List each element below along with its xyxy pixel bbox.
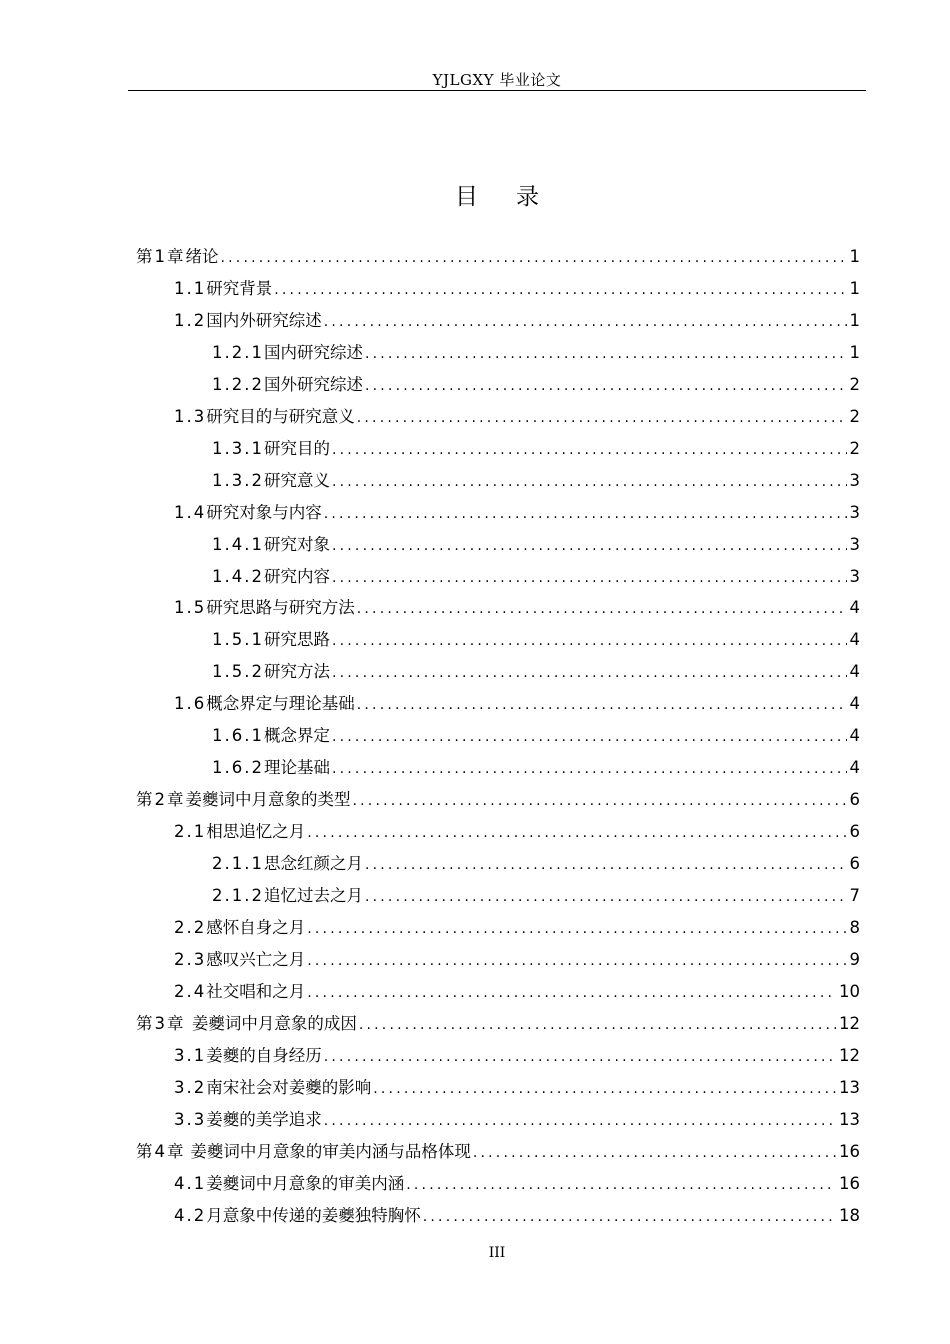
toc-entry-page: 18 [839,1206,860,1225]
dot-leader [324,1043,836,1071]
toc-entry-title: 研究内容 [263,567,330,586]
toc-chapter-entry[interactable] [136,1138,860,1166]
page-number-footer: III [488,1245,506,1261]
toc-section-entry[interactable] [174,1106,860,1134]
toc-section-entry[interactable] [174,403,860,431]
toc-entry-number: 3.2 [174,1078,207,1097]
toc-entry-title: 感叹兴亡之月 [206,950,306,969]
toc-entry-title: 月意象中传递的姜夔独特胸怀 [206,1206,421,1225]
toc-entry-page: 3 [849,503,860,522]
toc-entry-title: 姜夔的自身经历 [206,1046,322,1065]
toc-entry-title: 姜夔词中月意象的类型 [185,790,351,809]
toc-entry-title: 研究目的与研究意义 [206,407,355,426]
toc-entry-page: 9 [849,950,860,969]
toc-entry-page: 4 [849,726,860,745]
toc-entry-page: 6 [849,790,860,809]
toc-section-entry[interactable] [212,722,860,750]
toc-entry-page: 4 [849,694,860,713]
toc-entry-number: 2.2 [174,918,207,937]
dot-leader [357,595,847,623]
toc-entry-page: 2 [849,407,860,426]
toc-entry-page: 3 [849,567,860,586]
toc-entry-number: 2.1.1 [212,854,264,873]
dot-leader [221,244,847,272]
toc-entry-number: 1.4 [174,503,207,522]
toc-entry-page: 4 [849,630,860,649]
header-divider [128,90,866,91]
toc-section-entry[interactable] [174,1170,860,1198]
toc-entry-number: 1.6.1 [212,726,264,745]
dot-leader [332,468,847,496]
toc-entry-page: 4 [849,598,860,617]
toc-section-entry[interactable] [174,818,860,846]
toc-entry-page: 10 [839,982,860,1001]
toc-entry-page: 2 [849,375,860,394]
toc-entry-page: 8 [849,918,860,937]
toc-entry-page: 2 [849,439,860,458]
toc-entry-title: 研究思路与研究方法 [206,598,355,617]
toc-entry-number: 1.3 [174,407,207,426]
toc-entry-number: 1.2.2 [212,375,264,394]
toc-section-entry[interactable] [174,690,860,718]
toc-section-entry[interactable] [212,531,860,559]
toc-entry-title: 研究目的 [263,439,330,458]
toc-entry-page: 13 [839,1078,860,1097]
dot-leader [332,723,847,751]
toc-entry-number: 3.1 [174,1046,207,1065]
toc-entry-number: 1.3.1 [212,439,264,458]
dot-leader [307,915,846,943]
toc-entry-title: 研究对象 [263,535,330,554]
toc-entry-number: 1.6.2 [212,758,264,777]
toc-entry-title: 姜夔的美学追求 [206,1110,322,1129]
toc-entry-number: 4.1 [174,1174,207,1193]
dot-leader [332,436,847,464]
toc-entry-number: 1.5.2 [212,662,264,681]
toc-entry-page: 1 [849,311,860,330]
toc-entry-number: 1.3.2 [212,471,264,490]
dot-leader [332,532,847,560]
toc-entry-title: 研究意义 [263,471,330,490]
running-header: YJLGXY 毕业论文 [432,71,562,89]
toc-section-entry[interactable] [174,275,860,303]
dot-leader [357,691,847,719]
toc-entry-number: 第3章 [136,1014,186,1033]
dot-leader [332,564,847,592]
toc-entry-title: 国外研究综述 [263,375,363,394]
toc-entry-page: 4 [849,758,860,777]
dot-leader [324,500,847,528]
toc-entry-number: 2.1.2 [212,886,264,905]
dot-leader [365,372,847,400]
toc-entry-number: 2.1 [174,822,207,841]
toc-entry-number: 4.2 [174,1206,207,1225]
toc-entry-title: 概念界定与理论基础 [206,694,355,713]
toc-entry-page: 16 [839,1174,860,1193]
toc-entry-title: 理论基础 [263,758,330,777]
toc-entry-page: 12 [839,1046,860,1065]
toc-section-entry[interactable] [212,850,860,878]
toc-entry-number: 第4章 [136,1142,186,1161]
toc-entry-title: 思念红颜之月 [263,854,363,873]
toc-entry-title: 研究对象与内容 [206,503,322,522]
toc-section-entry[interactable] [174,307,860,335]
toc-entry-number: 第2章 [136,790,186,809]
toc-entry-number: 1.5 [174,598,207,617]
toc-entry-page: 6 [849,854,860,873]
toc-section-entry[interactable] [212,658,860,686]
toc-section-entry[interactable] [174,946,860,974]
toc-entry-page: 4 [849,662,860,681]
dot-leader [373,1075,836,1103]
toc-entry-title: 研究背景 [206,279,273,298]
toc-entry-number: 1.4.1 [212,535,264,554]
toc-section-entry[interactable] [174,1042,860,1070]
toc-title: 目录 [455,184,577,210]
dot-leader [473,1139,836,1167]
dot-leader [365,340,847,368]
toc-entry-title: 研究方法 [263,662,330,681]
toc-section-entry[interactable] [174,1074,860,1102]
dot-leader [307,979,836,1007]
dot-leader [332,659,847,687]
toc-entry-title: 国内外研究综述 [206,311,322,330]
toc-chapter-entry[interactable] [136,243,860,271]
toc-section-entry[interactable] [212,754,860,782]
dot-leader [357,404,847,432]
toc-section-entry[interactable] [174,914,860,942]
toc-section-entry[interactable] [212,626,860,654]
toc-entry-page: 3 [849,535,860,554]
toc-entry-title: 社交唱和之月 [206,982,306,1001]
dot-leader [324,308,847,336]
dot-leader [274,276,846,304]
toc-entry-title: 姜夔词中月意象的成因 [191,1014,357,1033]
toc-section-entry[interactable] [174,1202,860,1230]
dot-leader [307,819,846,847]
toc-entry-number: 1.5.1 [212,630,264,649]
toc-entry-title: 追忆过去之月 [263,886,363,905]
toc-section-entry[interactable] [212,467,860,495]
dot-leader [406,1171,836,1199]
dot-leader [332,627,847,655]
toc-entry-title: 姜夔词中月意象的审美内涵与品格体现 [190,1142,471,1161]
toc-entry-page: 1 [849,247,860,266]
dot-leader [307,947,846,975]
toc-entry-number: 2.3 [174,950,207,969]
toc-entry-number: 1.2.1 [212,343,264,362]
dot-leader [359,1011,836,1039]
dot-leader [353,787,847,815]
toc-entry-number: 1.2 [174,311,207,330]
toc-entry-number: 1.6 [174,694,207,713]
toc-entry-number: 第1章 [136,247,186,266]
toc-entry-title: 研究思路 [263,630,330,649]
toc-entry-page: 16 [839,1142,860,1161]
toc-entry-page: 1 [849,279,860,298]
toc-entry-page: 13 [839,1110,860,1129]
dot-leader [365,883,847,911]
toc-entry-page: 3 [849,471,860,490]
dot-leader [423,1203,836,1231]
toc-entry-title: 国内研究综述 [263,343,363,362]
toc-entry-number: 2.4 [174,982,207,1001]
toc-entry-title: 姜夔词中月意象的审美内涵 [206,1174,405,1193]
toc-section-entry[interactable] [174,594,860,622]
toc-entry-number: 3.3 [174,1110,207,1129]
toc-section-entry[interactable] [174,499,860,527]
toc-entry-page: 12 [839,1014,860,1033]
toc-chapter-entry[interactable] [136,1010,860,1038]
toc-entry-page: 6 [849,822,860,841]
toc-section-entry[interactable] [212,563,860,591]
toc-section-entry[interactable] [174,978,860,1006]
dot-leader [365,851,847,879]
toc-entry-title: 感怀自身之月 [206,918,306,937]
toc-entry-title: 绪论 [185,247,219,266]
toc-entry-page: 1 [849,343,860,362]
toc-entry-title: 相思追忆之月 [206,822,306,841]
toc-section-entry[interactable] [212,435,860,463]
toc-entry-number: 1.4.2 [212,567,264,586]
toc-entry-title: 概念界定 [263,726,330,745]
dot-leader [332,755,847,783]
toc-section-entry[interactable] [212,882,860,910]
toc-entry-page: 7 [849,886,860,905]
toc-entry-title: 南宋社会对姜夔的影响 [206,1078,372,1097]
toc-section-entry[interactable] [212,339,860,367]
toc-section-entry[interactable] [212,371,860,399]
toc-entry-number: 1.1 [174,279,207,298]
toc-chapter-entry[interactable] [136,786,860,814]
dot-leader [324,1107,836,1135]
